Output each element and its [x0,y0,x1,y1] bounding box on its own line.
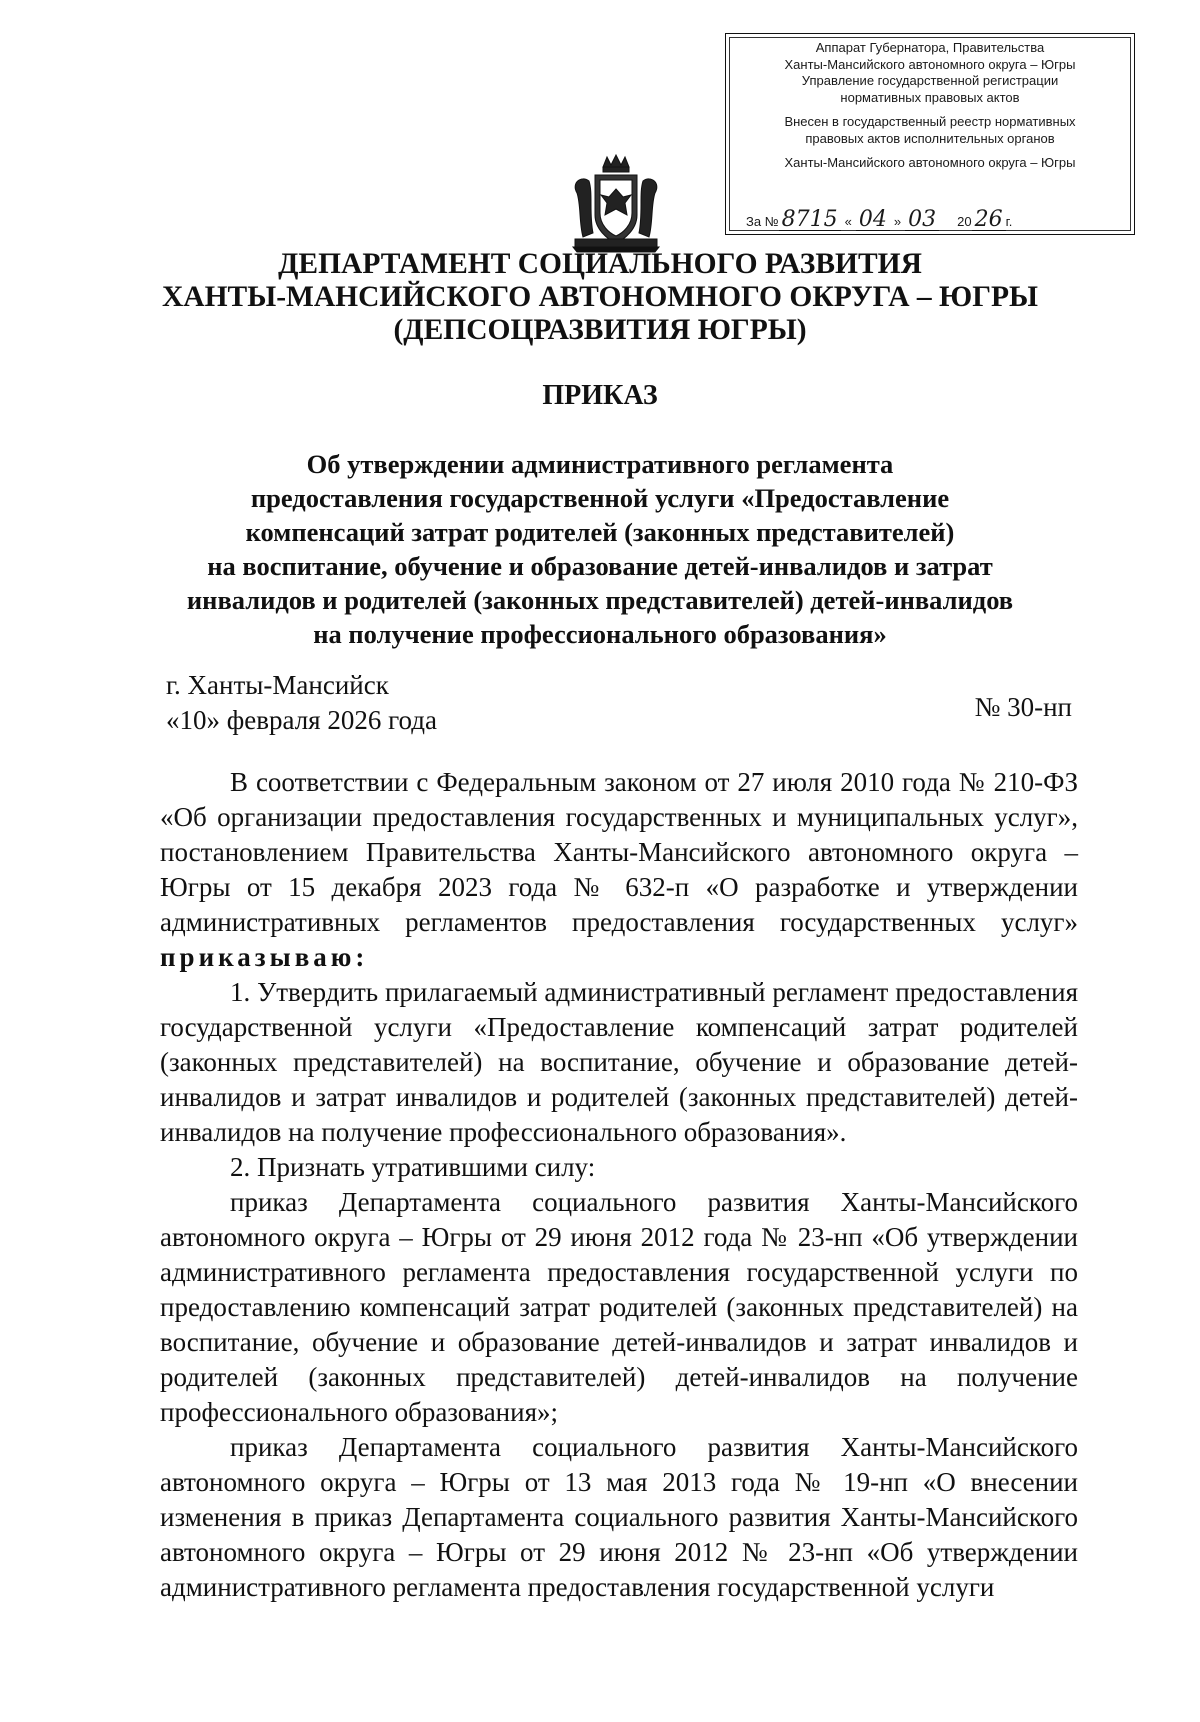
stamp-line: правовых актов исполнительных органов [805,130,1055,146]
city: г. Ханты-Мансийск [166,670,389,700]
body-paragraph [160,765,1078,975]
department-line: ХАНТЫ-МАНСИЙСКОГО АВТОНОМНОГО ОКРУГА – ЮГРЫ [162,281,1038,313]
subject-line: инвалидов и родителей (законных представителей) детей-инвалидов [186,585,1014,615]
reg-number: 8715 [779,210,841,231]
registration-stamp [725,33,1135,235]
department-heading [0,248,1200,347]
body-paragraph: 2. Признать утратившими силу: [230,1152,596,1182]
reg-suffix: г. [1005,214,1013,229]
order-body [160,765,1078,1605]
order-date: «10» февраля 2026 года [166,705,437,735]
reg-year: 26 [972,210,1006,231]
order-number: № 30-нп [974,692,1072,722]
department-line: (ДЕПСОЦРАЗВИТИЯ ЮГРЫ) [393,314,807,346]
stamp-line: Ханты-Мансийского автономного округа – Югры [784,56,1076,72]
subject-line: компенсаций затрат родителей (законных представителей) [245,517,955,547]
reg-prefix: За № [746,214,779,229]
stamp-registration-line: За № 8715 « 04 » 03 20 26 г. [746,207,1013,232]
body-paragraph: приказ Департамента социального развития Ханты-Мансийского автономного округа – Югры от 29 июня 2012 года № 23-нп «Об утверждении административного регламента предоставления государственной услуги по предоставлению компенсаций затрат родителей (законных представителей) на воспитание, обучение и образование детей-инвалидов и затрат инвалидов и родителей (законных представителей) детей-инвалидов на получение профессионального образования»; [160,1187,1078,1427]
subject-line: предоставления государственной услуги «Предоставление [250,483,950,513]
reg-year-prefix: 20 [957,214,972,229]
subject-line: на воспитание, обучение и образование детей-инвалидов и затрат [207,551,993,581]
subject-line: на получение профессионального образования» [313,619,887,649]
order-subject [0,447,1200,651]
body-paragraph-text: В соответствии с Федеральным законом от 27 июля 2010 года № 210-ФЗ «Об организации предоставления государственных и муниципальных услуг», постановлением Правительства Ханты-Мансийского автономного округа – Югры от 15 декабря 2023 года № 632-п «О разработке и утверждении административных регламентов предоставления государственных услуг» [160,767,1078,937]
stamp-line: нормативных правовых актов [840,89,1020,105]
reg-day: 04 [856,210,890,231]
body-paragraph: приказ Департамента социального развития Ханты-Мансийского автономного округа – Югры от 13 мая 2013 года № 19-нп «О внесении изменения в приказ Департамента социального развития Ханты-Мансийского автономного округа – Югры от 29 июня 2012 № 23-нп «Об утверждении административного регламента предоставления государственной услуги [160,1432,1078,1602]
body-paragraph: 1. Утвердить прилагаемый административный регламент предоставления государственной услуги «Предоставление компенсаций затрат родителей (законных представителей) на воспитание, обучение и образование детей-инвалидов и затрат инвалидов и родителей (законных представителей) детей-инвалидов на получение профессионального образования». [160,977,1078,1147]
stamp-line: Аппарат Губернатора, Правительства [815,40,1045,55]
reg-month: 03 [905,210,939,231]
subject-line: Об утверждении административного регламента [306,449,894,479]
stamp-line: Управление государственной регистрации [801,73,1059,88]
coat-of-arms-icon [563,153,669,253]
department-line: ДЕПАРТАМЕНТ СОЦИАЛЬНОГО РАЗВИТИЯ [278,248,922,280]
stamp-line: Внесен в государственный реестр нормативных [784,114,1076,129]
stamp-line: Ханты-Мансийского автономного округа – Югры [784,155,1076,170]
order-action: приказываю: [160,942,369,972]
place-date-block [166,668,437,738]
order-title: ПРИКАЗ [542,380,658,411]
